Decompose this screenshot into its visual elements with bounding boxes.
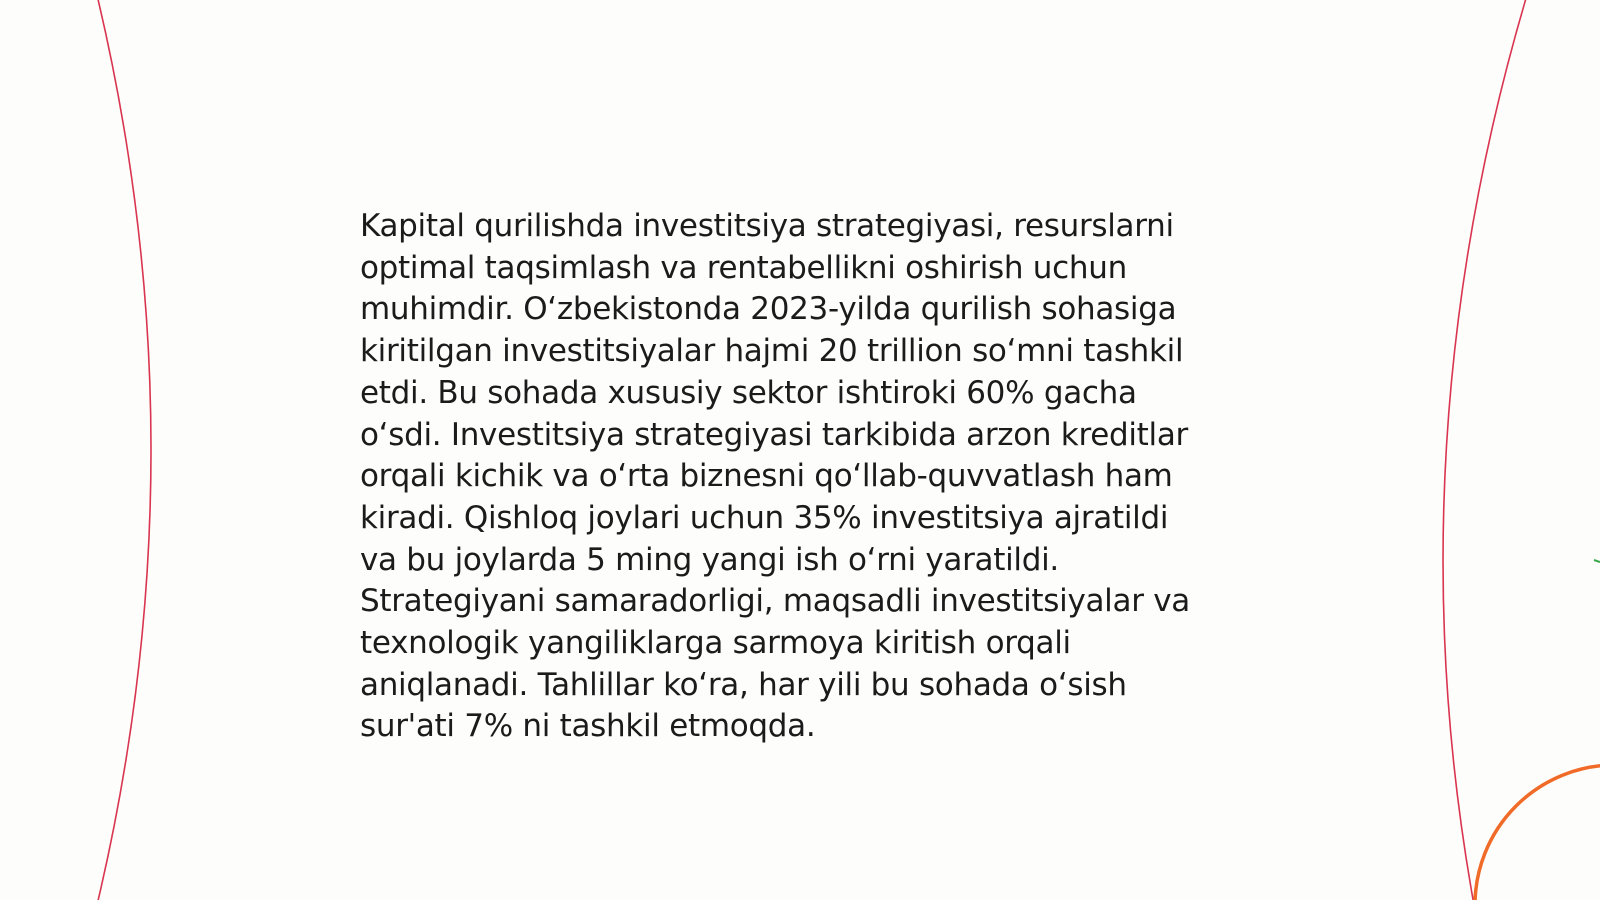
paragraph-line: kiradi. Qishloq joylari uchun 35% investitsiya ajratildi [360, 499, 1169, 536]
paragraph-line: texnologik yangiliklarga sarmoya kiritish orqali [360, 625, 1071, 662]
right-arc-curve [1443, 0, 1527, 900]
paragraph-line: optimal taqsimlash va rentabellikni oshirish uchun [360, 249, 1127, 286]
orange-circle-accent [1475, 765, 1600, 900]
paragraph-line: Strategiyani samaradorligi, maqsadli investitsiyalar va [360, 583, 1190, 620]
paragraph-line: aniqlanadi. Tahlillar ko‘ra, har yili bu sohada o‘sish [360, 666, 1127, 703]
paragraph-line: Kapital qurilishda investitsiya strategiyasi, resurslarni [360, 208, 1174, 244]
left-arc-curve [97, 0, 151, 900]
paragraph-line: sur'ati 7% ni tashkil etmoqda. [360, 708, 816, 745]
body-paragraph [360, 206, 1260, 748]
paragraph-line: va bu joylarda 5 ming yangi ish o‘rni yaratildi. [360, 541, 1059, 578]
paragraph-line: o‘sdi. Investitsiya strategiyasi tarkibida arzon kreditlar [360, 416, 1188, 453]
green-mark-accent [1594, 560, 1600, 562]
paragraph-line: orqali kichik va o‘rta biznesni qo‘llab-quvvatlash ham [360, 458, 1173, 495]
paragraph-line: muhimdir. O‘zbekistonda 2023-yilda qurilish sohasiga [360, 291, 1177, 328]
paragraph-line: kiritilgan investitsiyalar hajmi 20 trillion so‘mni tashkil [360, 333, 1184, 370]
paragraph-line: etdi. Bu sohada xususiy sektor ishtiroki 60% gacha [360, 374, 1137, 411]
